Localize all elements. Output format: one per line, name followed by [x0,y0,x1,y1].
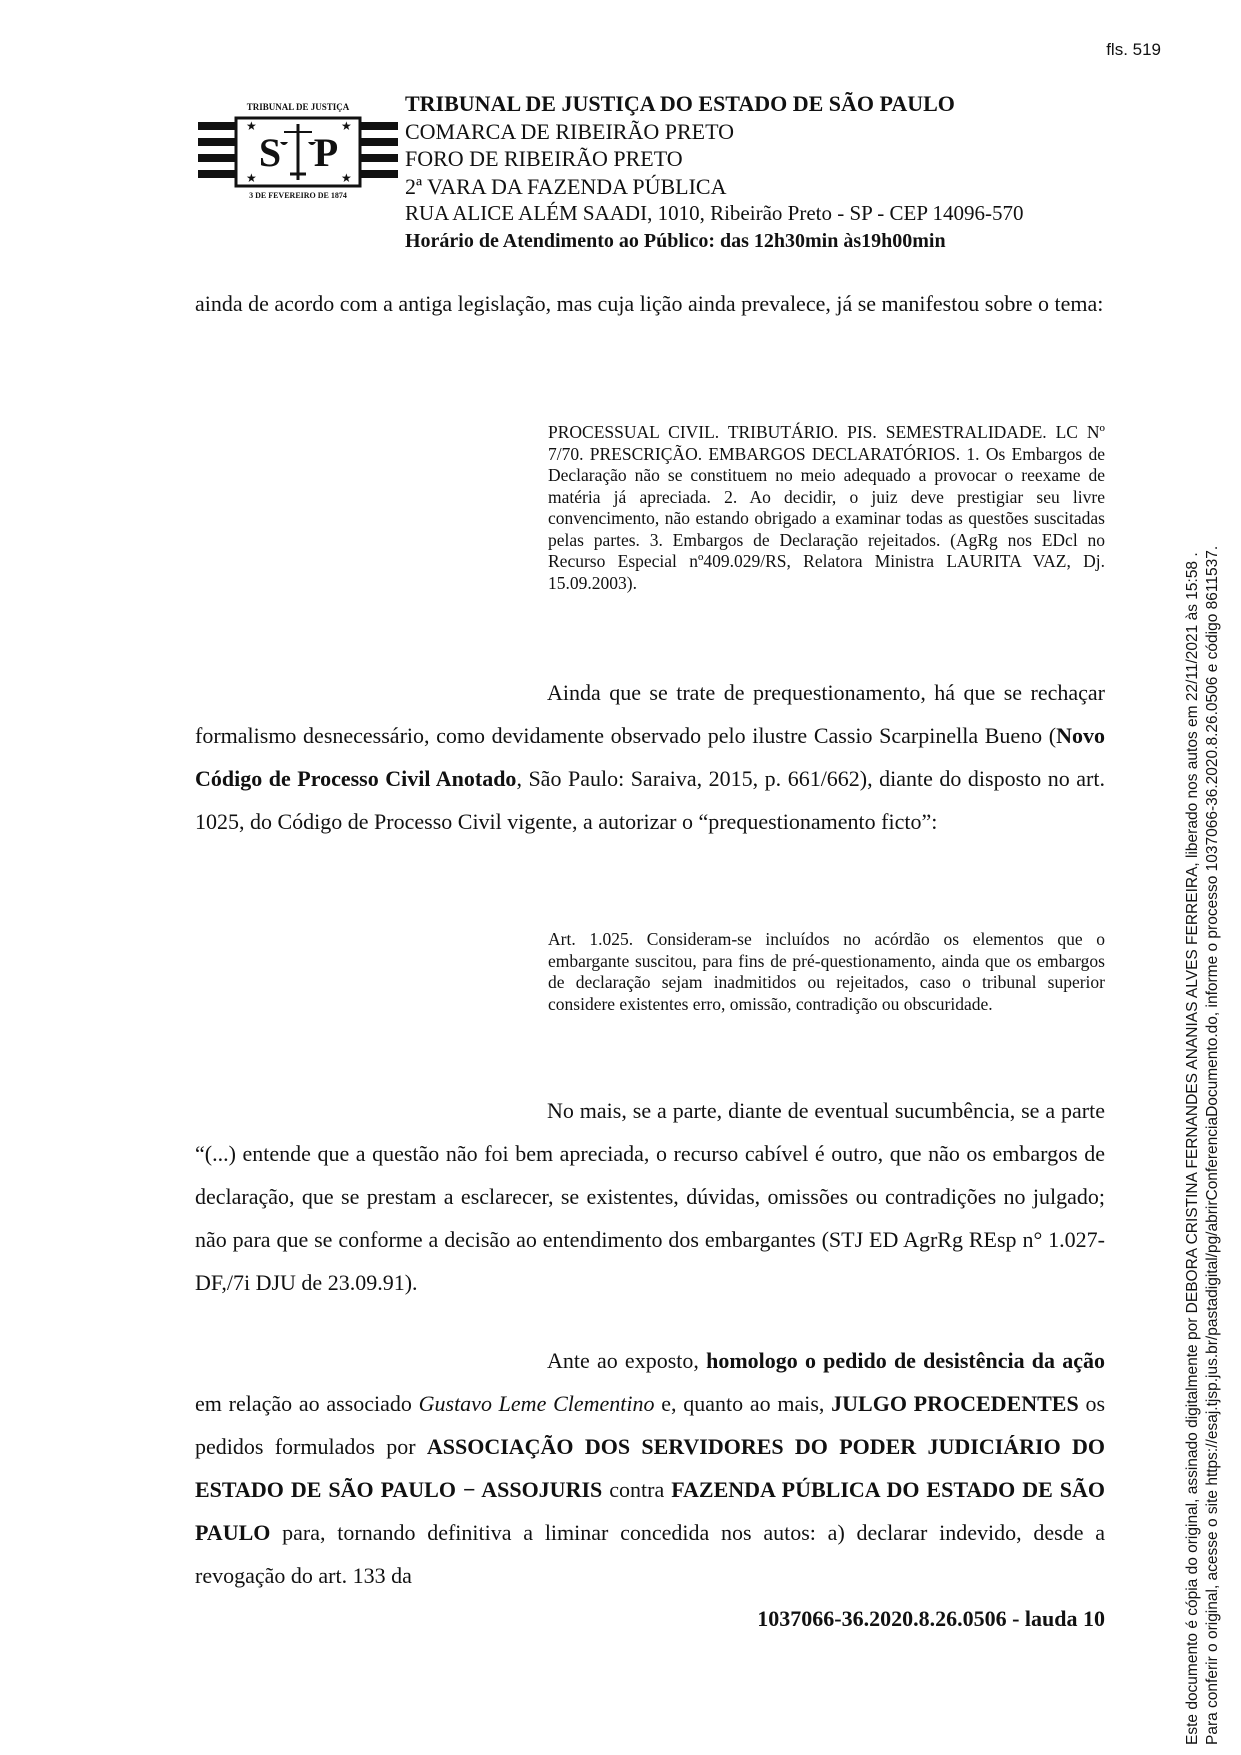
paragraph-3: No mais, se a parte, diante de eventual sucumbência, se a parte “(...) entende que a questão não foi bem apreciada, o recurso cabível é outro, que não os embargos de declaração, que se prestam a esclarecer, se existentes, dúvidas, omissões ou contradições no julgado; não para que se conforme a decisão ao entendimento dos embargantes (STJ ED AgrRg REsp n° 1.027- DF,/7i DJU de 23.09.91). [195,1098,1105,1295]
citation-quote-2: Art. 1.025. Consideram-se incluídos no acórdão os elementos que o embargante suscitou, para fins de pré-questionamento, ainda que os embargos de declaração sejam inadmitidos ou rejeitados, caso o tribunal superior considere existentes erro, omissão, contradição ou obscuridade. [548,929,1105,1014]
svg-text:★: ★ [246,171,257,185]
paragraph-1: ainda de acordo com a antiga legislação, mas cuja lição ainda prevalece, já se manifestou sobre o tema: [195,291,1104,316]
p4-g: os pedidos formulados por [195,1391,1106,1459]
tjsp-coat-of-arms-icon [198,80,398,225]
p4-a: Ante ao exposto, [547,1348,707,1373]
p4-e: e, quanto ao mais, [654,1391,832,1416]
paragraph-2 [195,671,1105,843]
svg-text:★: ★ [246,119,257,133]
signature-line-1: Este documento é cópia do original, assinado digitalmente por DEBORA CRISTINA FERNANDES ANANIAS ALVES FERREIRA, liberado nos autos em 22/11/2021 às 15:58 . [1184,552,1201,1745]
p4-k: para, tornando definitiva a liminar concedida nos autos: a) declarar indevido, desde a revogação do art. 133 da [195,1520,1105,1588]
svg-text:S: S [258,130,282,175]
p4-f: JULGO PROCEDENTES [831,1391,1079,1416]
paragraph-2-text-b: , São Paulo: Saraiva, 2015, p. 661/662), diante do disposto no art. 1025, do Código de Processo Civil vigente, a autorizar o “prequestionamento ficto”: [195,766,1105,834]
p4-h: ASSOCIAÇÃO DOS SERVIDORES DO PODER JUDICIÁRIO DO ESTADO DE SÃO PAULO − ASSOJURIS [195,1434,1106,1502]
svg-text:TRIBUNAL DE JUSTIÇA: TRIBUNAL DE JUSTIÇA [246,102,350,112]
svg-text:3 DE FEVEREIRO DE 1874: 3 DE FEVEREIRO DE 1874 [249,191,347,200]
p4-d: Gustavo Leme Clementino [418,1391,655,1416]
page-number: fls. 519 [1106,40,1161,59]
citation-quote-1: PROCESSUAL CIVIL. TRIBUTÁRIO. PIS. SEMESTRALIDADE. LC Nº 7/70. PRESCRIÇÃO. EMBARGOS DECLARATÓRIOS. 1. Os Embargos de Declaração não se constituem no meio adequado a provocar o reexame de matéria já apreciada. 2. Ao decidir, o juiz deve prestigiar seu livre convencimento, não estando obrigado a examinar todas as questões suscitadas pelas partes. 3. Embargos de Declaração rejeitados. (AgRg nos EDcl no Recurso Especial nº409.029/RS, Relatora Ministra LAURITA VAZ, Dj. 15.09.2003). [548,422,1105,593]
digital-signature-note [1183,546,1223,1745]
tjsp-logo [198,80,398,225]
court-header [405,90,1024,255]
paragraph-4-dispositive [195,1339,1105,1597]
book-title: Novo Código de Processo Civil Anotado [195,723,1105,791]
vara: 2ª VARA DA FAZENDA PÚBLICA [405,173,727,199]
paragraph-2-text-a: Ainda que se trate de prequestionamento, há que se rechaçar formalismo desnecessário, como devidamente observado pelo ilustre Cassio Scarpinella Bueno ( [195,680,1105,748]
address: RUA ALICE ALÉM SAADI, 1010, Ribeirão Preto - SP - CEP 14096-570 [405,201,1024,225]
foro: FORO DE RIBEIRÃO PRETO [405,146,683,171]
p4-j: FAZENDA PÚBLICA DO ESTADO DE SÃO PAULO [195,1477,1106,1545]
p4-c: em relação ao associado [195,1391,419,1416]
p4-i: contra [602,1477,672,1502]
process-number-footer: 1037066-36.2020.8.26.0506 - lauda 10 [757,1606,1105,1631]
svg-text:P: P [313,130,339,175]
p4-b: homologo o pedido de desistência da ação [706,1348,1105,1373]
comarca: COMARCA DE RIBEIRÃO PRETO [405,118,735,144]
office-hours: Horário de Atendimento ao Público: das 12h30min às19h00min [405,229,946,252]
signature-line-2: Para conferir o original, acesse o site https://esaj.tjsp.jus.br/pastadigital/pg/abrirConferenciaDocumento.do, informe o processo 1037066-36.2020.8.26.0506 e código 8611537. [1204,545,1221,1745]
svg-text:★: ★ [341,119,352,133]
svg-text:★: ★ [341,171,352,185]
court-name: TRIBUNAL DE JUSTIÇA DO ESTADO DE SÃO PAULO [405,91,955,116]
